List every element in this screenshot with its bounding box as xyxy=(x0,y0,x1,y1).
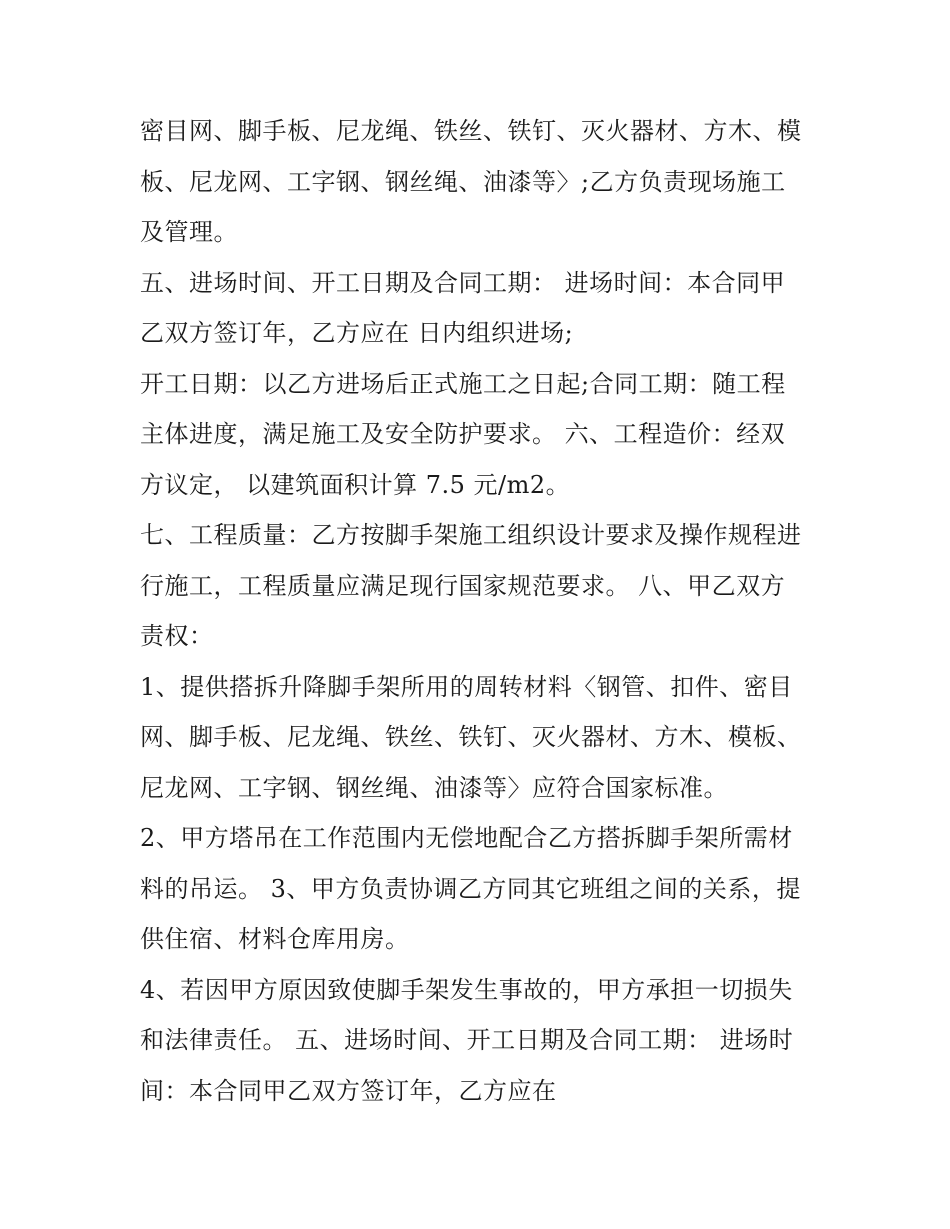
text-line: 行施工，工程质量应满足现行国家规范要求。 八、甲乙双方 xyxy=(140,571,786,600)
text-line: 密目网、脚手板、尼龙绳、铁丝、铁钉、灭火器材、方木、模 xyxy=(140,117,802,145)
text-line: 尼龙网、工字钢、钢丝绳、油漆等〉应符合国家标准。 xyxy=(140,773,728,802)
text-line: 板、尼龙网、工字钢、钢丝绳、油漆等〉;乙方负责现场施工 xyxy=(140,167,786,196)
text-line: 方议定， 以建筑面积计算 7.5 元/m2。 xyxy=(140,470,571,499)
text-line: 及管理。 xyxy=(140,218,238,246)
text-line: 供住宿、材料仓库用房。 xyxy=(140,925,410,953)
text-line: 1、提供搭拆升降脚手架所用的周转材料〈钢管、扣件、密目 xyxy=(140,672,793,701)
text-line: 间：本合同甲乙双方签订年，乙方应在 xyxy=(140,1076,557,1105)
text-line: 网、脚手板、尼龙绳、铁丝、铁钉、灭火器材、方木、模板、 xyxy=(140,723,802,751)
text-line: 主体进度，满足施工及安全防护要求。 六、工程造价：经双 xyxy=(140,420,786,448)
text-line: 2、甲方塔吊在工作范围内无偿地配合乙方搭拆脚手架所需材 xyxy=(140,824,793,852)
text-line: 4、若因甲方原因致使脚手架发生事故的，甲方承担一切损失 xyxy=(140,975,793,1004)
text-line: 乙双方签订年，乙方应在 日内组织进场; xyxy=(140,319,574,347)
text-line: 七、工程质量：乙方按脚手架施工组织设计要求及操作规程进 xyxy=(140,521,802,549)
text-line: 和法律责任。 五、进场时间、开工日期及合同工期： 进场时 xyxy=(140,1026,794,1054)
text-line: 开工日期：以乙方进场后正式施工之日起;合同工期：随工程 xyxy=(140,369,786,398)
text-line: 责权： xyxy=(140,622,214,650)
contract-text-body xyxy=(140,106,820,1116)
text-line: 五、进场时间、开工日期及合同工期： 进场时间：本合同甲 xyxy=(140,268,786,297)
text-line: 料的吊运。 3、甲方负责协调乙方同其它班组之间的关系，提 xyxy=(140,874,801,903)
